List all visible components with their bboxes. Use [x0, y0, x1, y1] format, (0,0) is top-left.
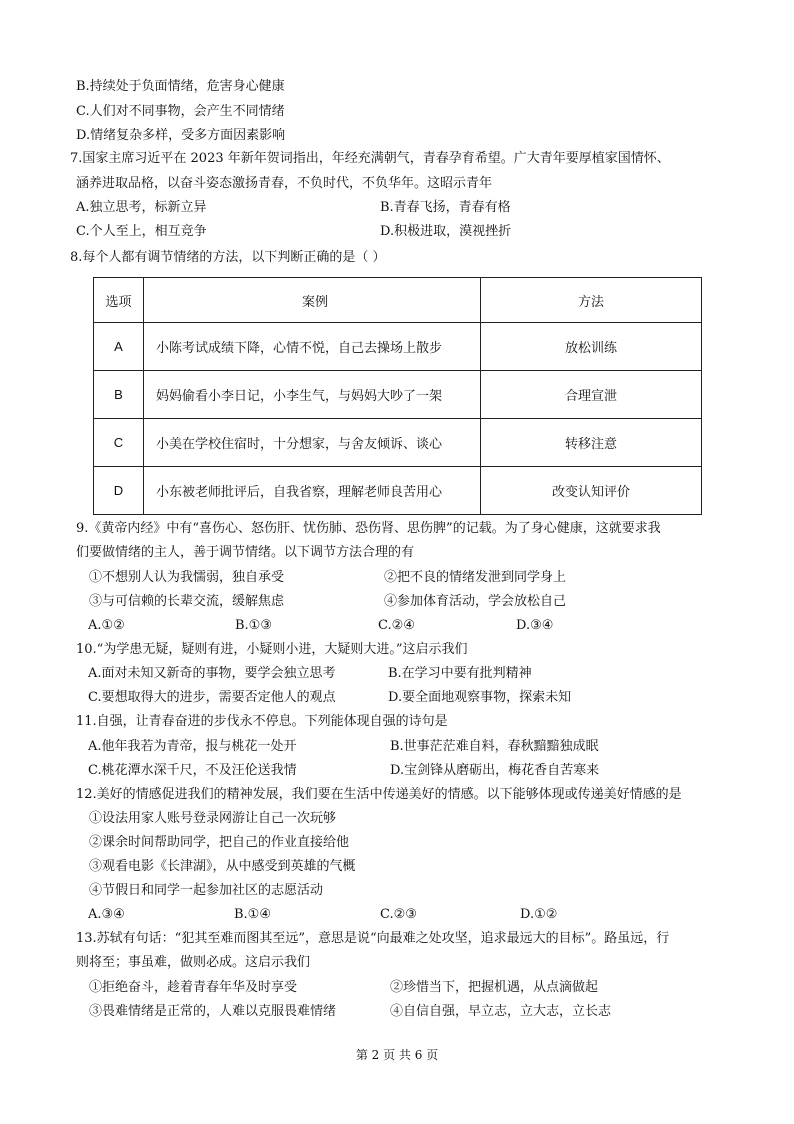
q9-stem-line2: 们要做情绪的主人，善于调节情绪。以下调节方法合理的有: [76, 545, 415, 560]
row-case: 小陈考试成绩下降，心情不悦，自己去操场上散步: [144, 323, 481, 371]
q6-option-d: D.情绪复杂多样，受多方面因素影响: [76, 128, 286, 143]
q8-stem: 8.每个人都有调节情绪的方法，以下判断正确的是（ ）: [70, 250, 386, 265]
table-row: [94, 371, 702, 419]
row-case: 小美在学校住宿时，十分想家，与舍友倾诉、谈心: [144, 419, 481, 467]
q6-option-c: C.人们对不同事物，会产生不同情绪: [76, 104, 285, 119]
q9-item-1: ①不想别人认为我懦弱，独自承受: [89, 570, 285, 585]
q12-option-a: A.③④: [88, 907, 125, 922]
q8-table: [93, 277, 702, 515]
q9-item-4: ④参加体育活动，学会放松自己: [384, 594, 567, 609]
row-method: 改变认知评价: [481, 467, 702, 515]
q7-option-c: C.个人至上，相互竞争: [76, 224, 207, 239]
q10-option-a: A.面对未知又新奇的事物，要学会独立思考: [88, 666, 336, 681]
q7-stem-line2: 涵养进取品格，以奋斗姿态激扬青春，不负时代，不负华年。这昭示青年: [76, 176, 493, 191]
q9-item-3: ③与可信赖的长辈交流，缓解焦虑: [89, 594, 285, 609]
header-option: 选项: [94, 278, 144, 323]
q9-option-b: B.①③: [235, 618, 272, 633]
q11-option-a: A.他年我若为青帝，报与桃花一处开: [88, 739, 297, 754]
q12-option-d: D.①②: [520, 907, 558, 922]
row-method: 合理宣泄: [481, 371, 702, 419]
q7-option-b: B.青春飞扬，青春有格: [380, 200, 511, 215]
q12-item-4: ④节假日和同学一起参加社区的志愿活动: [89, 883, 324, 898]
q13-item-2: ②珍惜当下，把握机遇，从点滴做起: [390, 980, 599, 995]
table-row: [94, 419, 702, 467]
row-option: A: [94, 323, 144, 371]
q13-stem-line2: 则将至；事虽难，做则必成。这启示我们: [76, 955, 311, 970]
q9-option-a: A.①②: [88, 618, 125, 633]
page-number: 第 2 页 共 6 页: [355, 1048, 439, 1062]
q12-stem: 12.美好的情感促进我们的精神发展，我们要在生活中传递美好的情感。以下能够体现或传递美好情感的是: [76, 787, 682, 802]
row-option: B: [94, 371, 144, 419]
q12-item-2: ②课余时间帮助同学，把自己的作业直接给他: [89, 835, 350, 850]
row-method: 放松训练: [481, 323, 702, 371]
q11-option-c: C.桃花潭水深千尺，不及汪伦送我情: [88, 763, 297, 778]
table-row: [94, 323, 702, 371]
q12-option-c: C.②③: [380, 907, 417, 922]
header-method: 方法: [481, 278, 702, 323]
table-row: [94, 467, 702, 515]
q11-option-d: D.宝剑锋从磨砺出，梅花香自苦寒来: [390, 763, 600, 778]
q13-item-1: ①拒绝奋斗，趁着青春年华及时享受: [89, 980, 298, 995]
row-case: 小东被老师批评后，自我省察，理解老师良苦用心: [144, 467, 481, 515]
q9-option-c: C.②④: [378, 618, 415, 633]
q12-item-3: ③观看电影《长津湖》，从中感受到英雄的气概: [89, 859, 356, 874]
q11-stem: 11.自强，让青春奋进的步伐永不停息。下列能体现自强的诗句是: [76, 714, 448, 729]
q11-option-b: B.世事茫茫难自料，春秋黯黯独成眠: [390, 739, 599, 754]
q7-option-a: A.独立思考，标新立异: [76, 200, 207, 215]
row-option: C: [94, 419, 144, 467]
q7-stem-line1: 7.国家主席习近平在 2023 年新年贺词指出，年经充满朝气，青春孕育希望。广大青年要厚植家国情怀、: [70, 151, 670, 166]
q10-option-b: B.在学习中要有批判精神: [388, 666, 532, 681]
q8-table-header: [94, 278, 702, 323]
q12-item-1: ①设法用家人账号登录网游让自己一次玩够: [89, 811, 337, 826]
q10-stem: 10.“为学患无疑，疑则有进，小疑则小进，大疑则大进。”这启示我们: [76, 642, 468, 657]
row-option: D: [94, 467, 144, 515]
header-case: 案例: [144, 278, 481, 323]
q13-item-4: ④自信自强，早立志，立大志，立长志: [390, 1004, 612, 1019]
row-method: 转移注意: [481, 419, 702, 467]
q9-stem-line1: 9.《黄帝内经》中有“喜伤心、怒伤肝、忧伤肺、恐伤肾、思伤脾”的记载。为了身心健康，这就要求我: [76, 521, 661, 536]
q10-option-d: D.要全面地观察事物，探索未知: [388, 690, 572, 705]
q13-item-3: ③畏难情绪是正常的，人难以克服畏难情绪: [89, 1004, 337, 1019]
q13-stem-line1: 13.苏轼有句话：“犯其至难而图其至远”，意思是说“向最难之处攻坚，追求最远大的目标”。路虽远，行: [76, 931, 670, 946]
q9-item-2: ②把不良的情绪发泄到同学身上: [384, 570, 567, 585]
q10-option-c: C.要想取得大的进步，需要否定他人的观点: [88, 690, 336, 705]
q12-option-b: B.①④: [234, 907, 271, 922]
q9-option-d: D.③④: [516, 618, 554, 633]
row-case: 妈妈偷看小李日记，小李生气，与妈妈大吵了一架: [144, 371, 481, 419]
q6-option-b: B.持续处于负面情绪，危害身心健康: [76, 79, 285, 94]
q7-option-d: D.积极进取，漠视挫折: [380, 224, 512, 239]
